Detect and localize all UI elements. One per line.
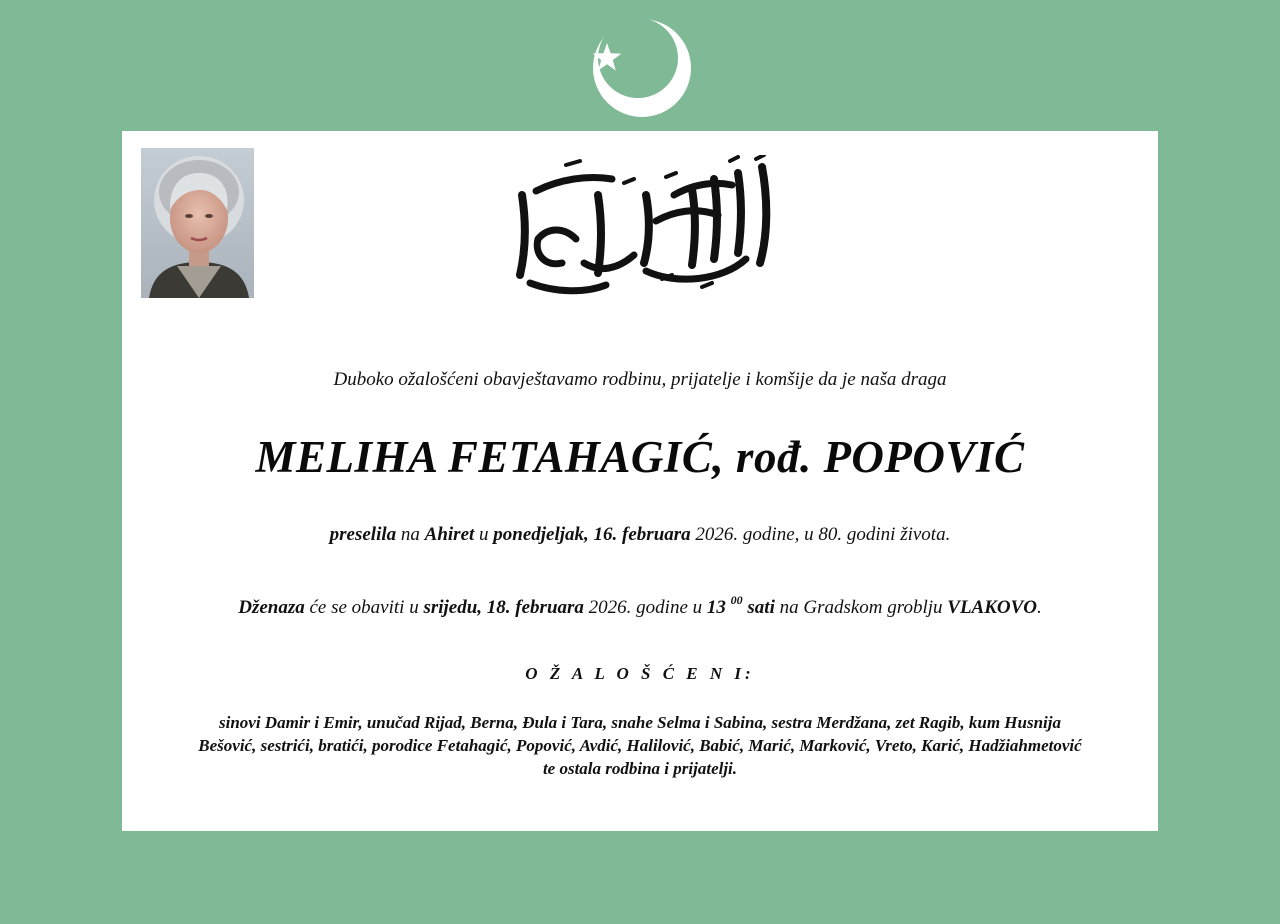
- funeral-period: .: [1037, 597, 1042, 618]
- funeral-phrase-3: na Gradskom groblju: [774, 597, 948, 618]
- funeral-phrase-1: će se obaviti u: [304, 597, 424, 618]
- obituary-card: [122, 131, 1158, 831]
- arabic-calligraphy: [506, 155, 782, 295]
- funeral-date: srijedu, 18. februara: [423, 597, 584, 618]
- intro-text: Duboko ožalošćeni obavještavamo rodbinu, prijatelje i komšije da je naša draga: [333, 369, 947, 390]
- mourners-list: [132, 711, 1148, 780]
- mourners-line: sinovi Damir i Emir, unučad Rijad, Berna, Đula i Tara, snahe Selma i Sabina, sestra Merdžana, zet Ragib, kum Husnija: [218, 713, 1061, 732]
- crescent-and-star-icon: [580, 14, 700, 124]
- funeral-notice: [122, 593, 1158, 619]
- passing-date: ponedjeljak, 16. februara: [493, 524, 691, 545]
- funeral-hour: 13: [706, 597, 726, 618]
- passing-place: Ahiret: [424, 524, 475, 545]
- deceased-name: MELIHA FETAHAGIĆ, rođ. POPOVIĆ: [255, 432, 1025, 482]
- funeral-phrase-2: 2026. godine u: [583, 597, 707, 618]
- passing-rest: 2026. godine, u 80. godini života.: [690, 524, 951, 545]
- mourners-line: Bešović, sestrići, bratići, porodice Fetahagić, Popović, Avdić, Halilović, Babić, Marić, Marković, Vreto, Karić, Hadžiahmetović: [198, 736, 1082, 755]
- funeral-minutes: 00: [730, 593, 743, 607]
- mourners-heading: O Ž A L O Š Ć E N I:: [525, 664, 755, 683]
- funeral-unit: sati: [747, 597, 775, 618]
- funeral-word: Dženaza: [238, 597, 305, 618]
- passing-notice: [122, 524, 1158, 546]
- funeral-cemetery: VLAKOVO: [947, 597, 1038, 618]
- portrait-photo: [141, 148, 254, 298]
- mourners-line: te ostala rodbina i prijatelji.: [542, 759, 738, 778]
- passing-verb: preselila: [329, 524, 397, 545]
- passing-word-na: na: [396, 524, 425, 545]
- passing-word-u: u: [474, 524, 494, 545]
